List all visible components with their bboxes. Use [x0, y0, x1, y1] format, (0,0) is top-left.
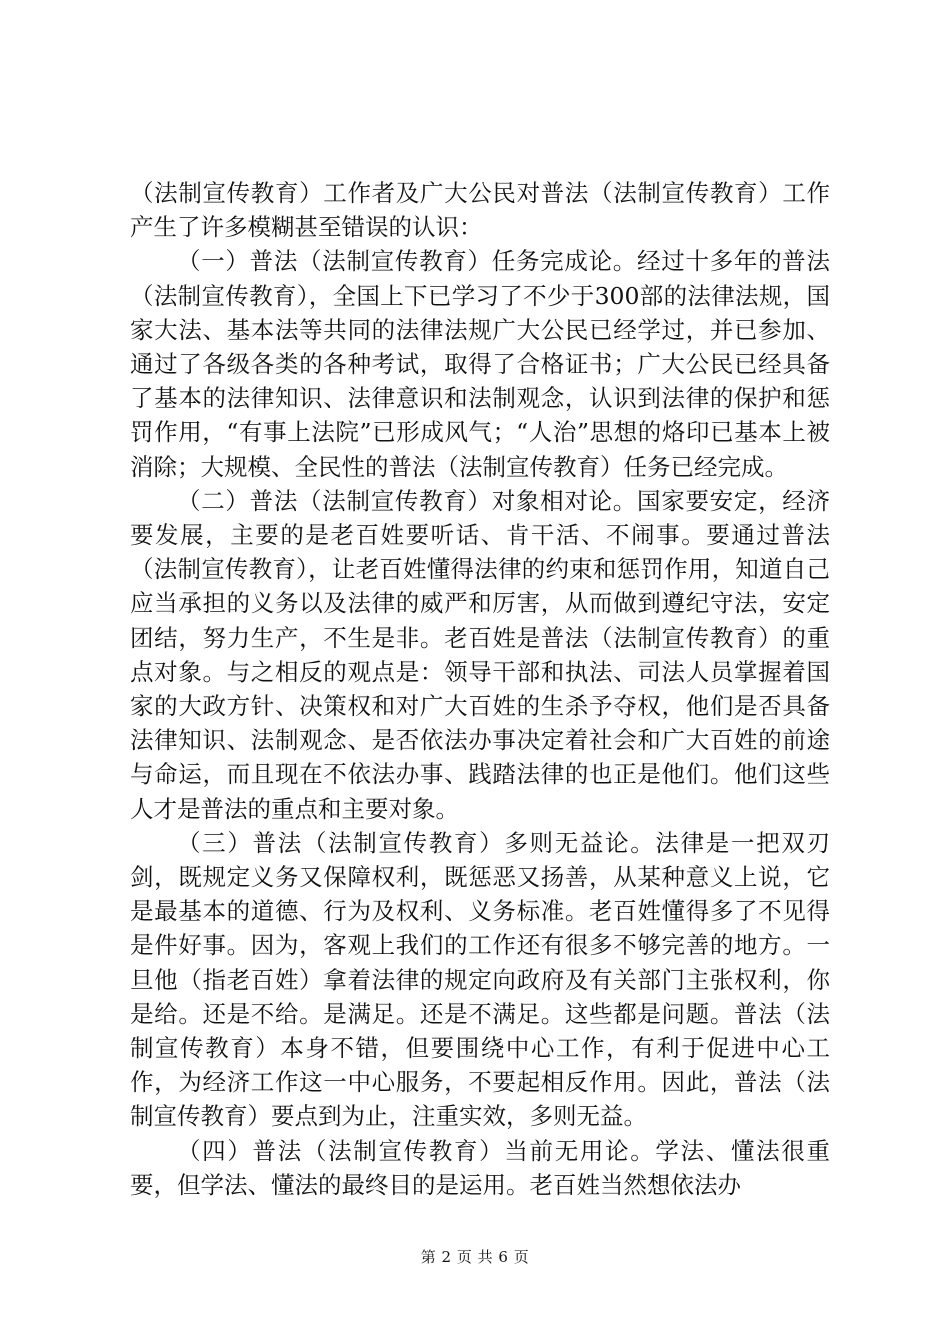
- paragraph-point-1: （一）普法（法制宣传教育）任务完成论。经过十多年的普法（法制宣传教育），全国上下已学习了不少于300部的法律法规，国家大法、基本法等共同的法律法规广大公民已经学过，并已参加、通过了各级各类的各种考试，取得了合格证书；广大公民已经具备了基本的法律知识、法律意识和法制观念，认识到法律的保护和惩罚作用，“有事上法院”已形成风气；“人治”思想的烙印已基本上被消除；大规模、全民性的普法（法制宣传教育）任务已经完成。: [130, 247, 830, 481]
- paragraph-intro: （法制宣传教育）工作者及广大公民对普法（法制宣传教育）工作产生了许多模糊甚至错误的认识：: [130, 179, 830, 242]
- paragraph-point-4: （四）普法（法制宣传教育）当前无用论。学法、懂法很重要，但学法、懂法的最终目的是运用。老百姓当然想依法办: [130, 1136, 830, 1199]
- document-body: [130, 176, 830, 1202]
- paragraph-point-2: （二）普法（法制宣传教育）对象相对论。国家要安定，经济要发展，主要的是老百姓要听话、肯干活、不闹事。要通过普法（法制宣传教育），让老百姓懂得法律的约束和惩罚作用，知道自己应当承担的义务以及法律的威严和厉害，从而做到遵纪守法，安定团结，努力生产，不生是非。老百姓是普法（法制宣传教育）的重点对象。与之相反的观点是：领导干部和执法、司法人员掌握着国家的大政方针、决策权和对广大百姓的生杀予夺权，他们是否具备法律知识、法制观念、是否依法办事决定着社会和广大百姓的前途与命运，而且现在不依法办事、践踏法律的也正是他们。他们这些人才是普法的重点和主要对象。: [130, 486, 830, 823]
- paragraph-point-3: （三）普法（法制宣传教育）多则无益论。法律是一把双刃剑，既规定义务又保障权利，既惩恶又扬善，从某种意义上说，它是最基本的道德、行为及权利、义务标准。老百姓懂得多了不见得是件好事。因为，客观上我们的工作还有很多不够完善的地方。一旦他（指老百姓）拿着法律的规定向政府及有关部门主张权利，你是给。还是不给。是满足。还是不满足。这些都是问题。普法（法制宣传教育）本身不错，但要围绕中心工作，有利于促进中心工作，为经济工作这一中心服务，不要起相反作用。因此，普法（法制宣传教育）要点到为止，注重实效，多则无益。: [130, 828, 830, 1131]
- page-footer: 第 2 页 共 6 页: [420, 1248, 530, 1266]
